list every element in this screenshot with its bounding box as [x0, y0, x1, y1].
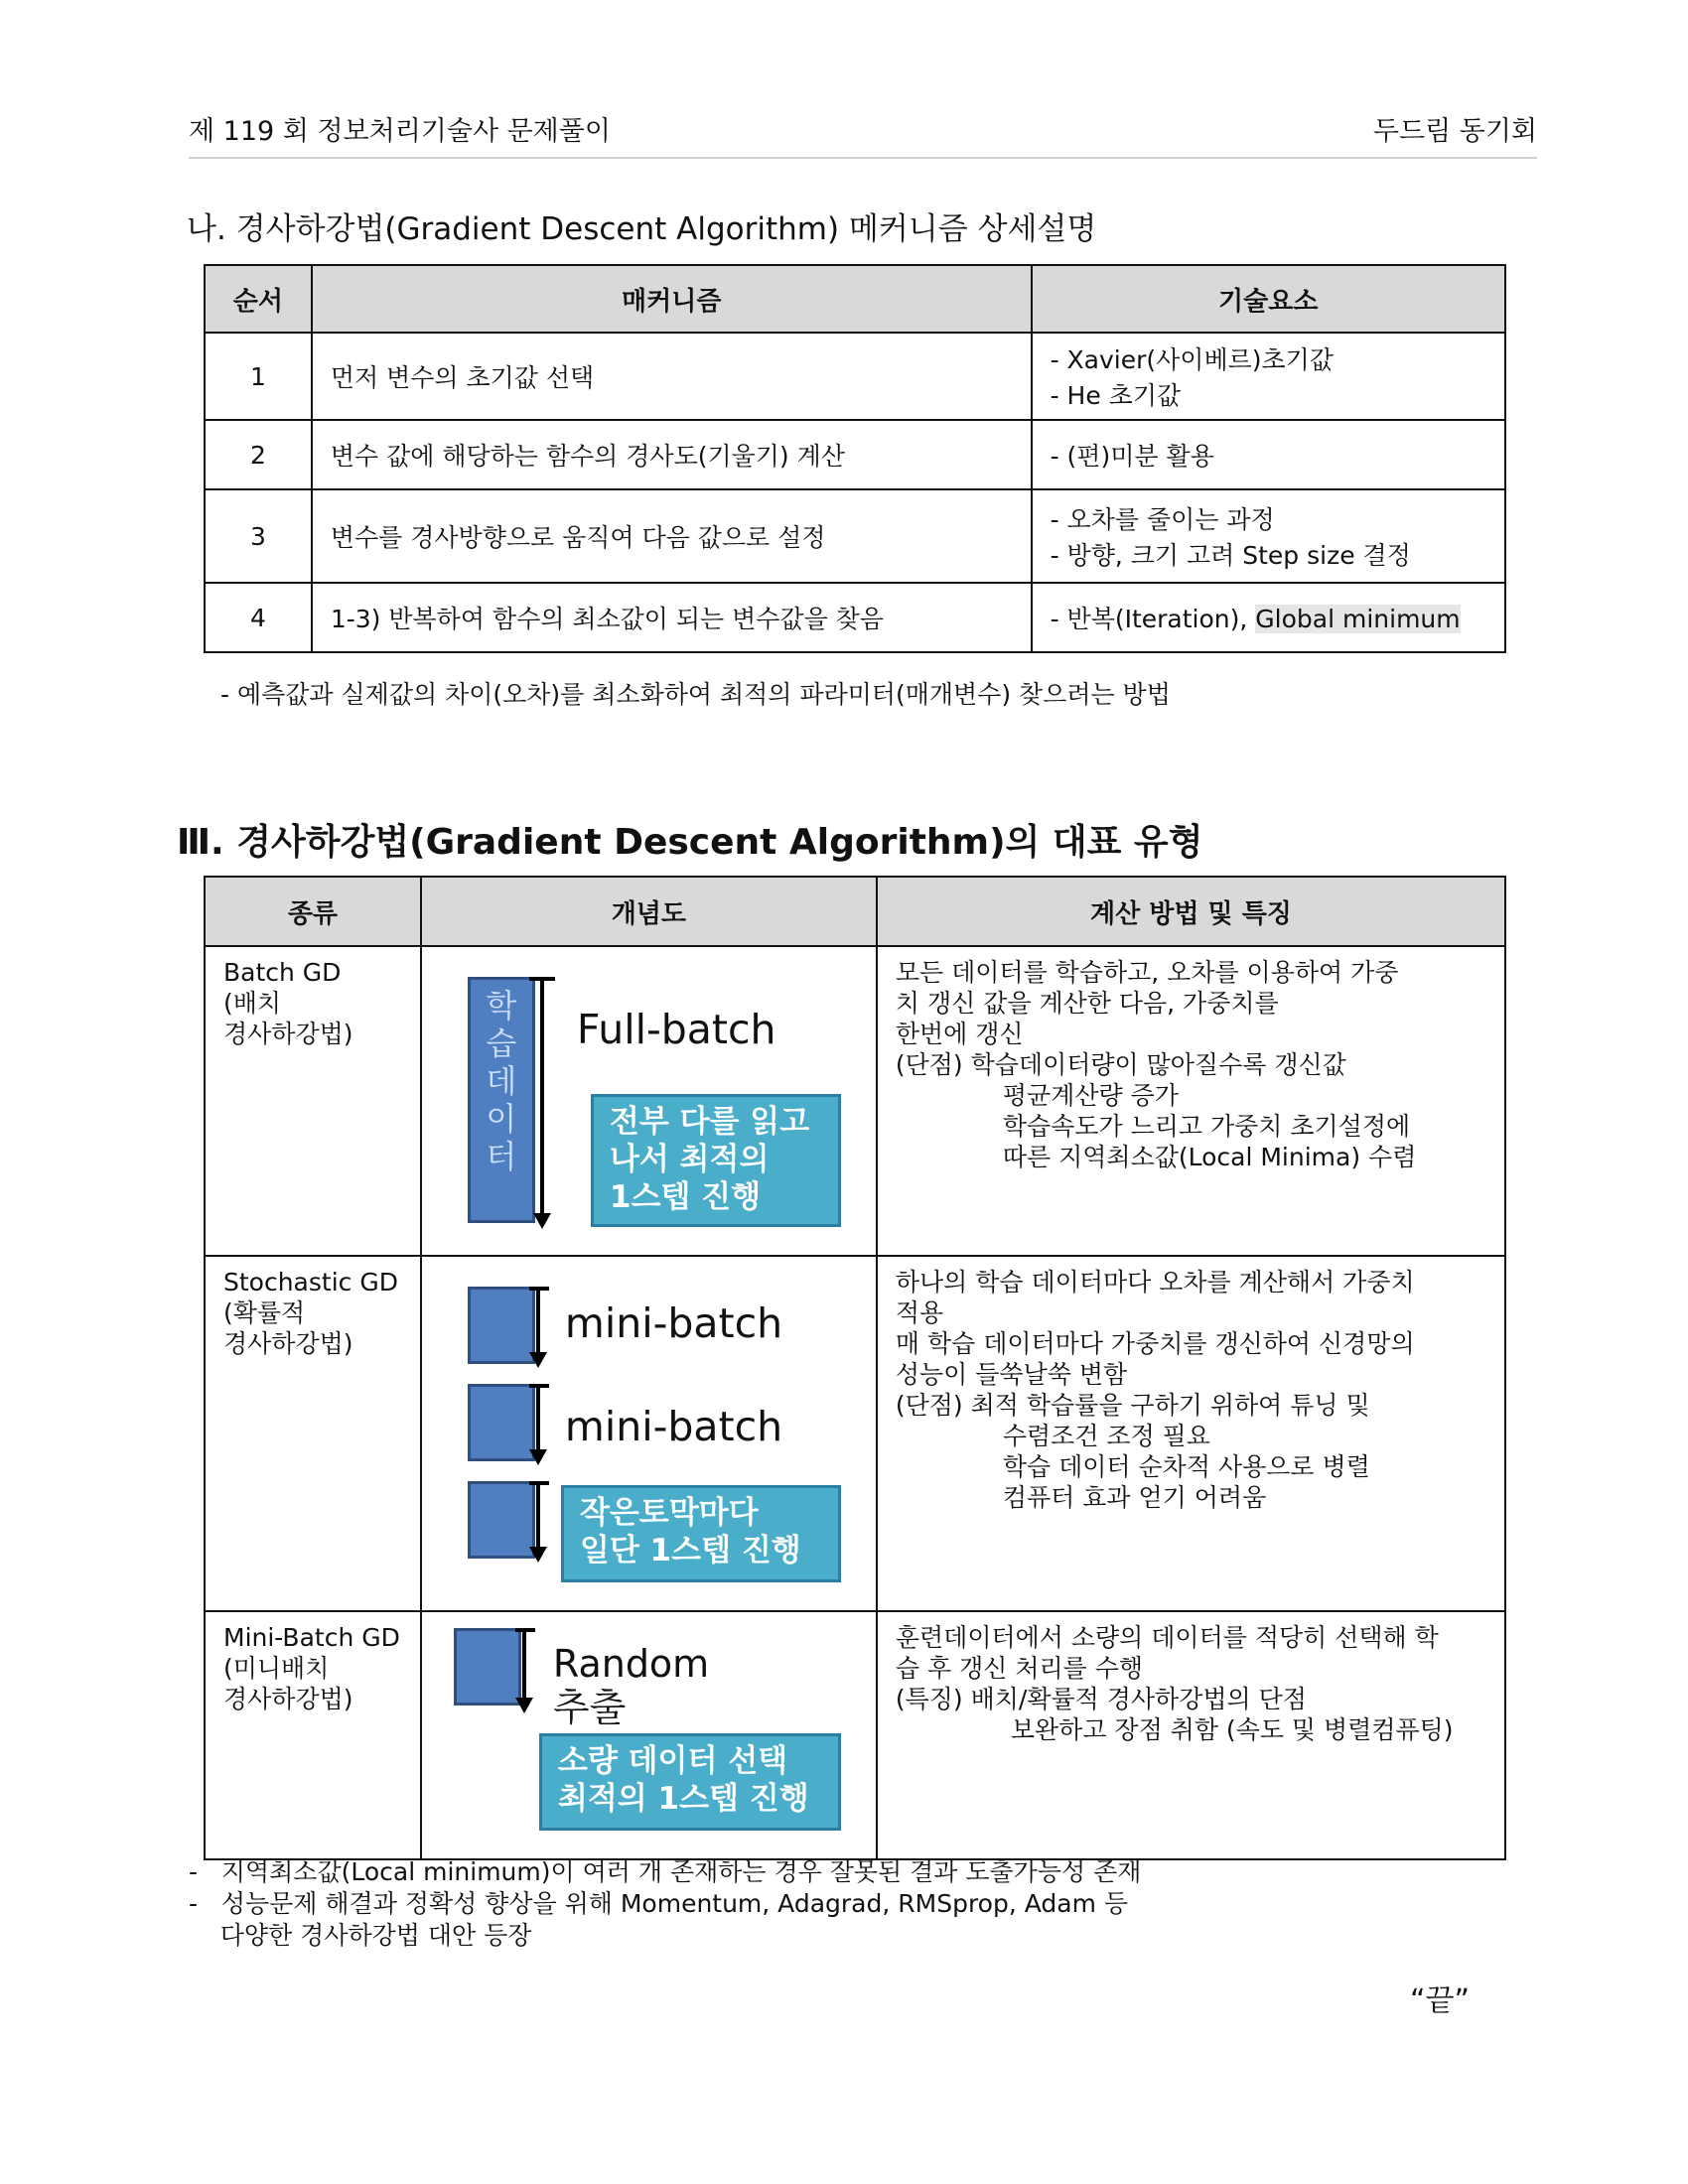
desc-line: 평균계산량 증가 [1002, 1081, 1179, 1110]
desc-line: 훈련데이터에서 소량의 데이터를 적당히 선택해 학 [895, 1623, 1439, 1652]
desc-line: 적용 [895, 1298, 944, 1327]
footer-note: - 지역최소값(Local minimum)이 여러 개 존재하는 경우 잘못된 결과 도출가능성 존재 [189, 1857, 1142, 1886]
mechanism-cell: 변수 값에 해당하는 함수의 경사도(기울기) 계산 [312, 420, 1032, 489]
type-name-ko: (미니배치 [223, 1654, 330, 1683]
col-header: 종류 [205, 877, 421, 946]
arrow-down-icon [515, 1698, 533, 1713]
desc-line: 학습 데이터 순차적 사용으로 병렬 [1002, 1452, 1370, 1481]
concept-diagram [421, 946, 877, 1256]
desc-line: 하나의 학습 데이터마다 오차를 계산해서 가중치 [895, 1268, 1415, 1297]
desc-line: 모든 데이터를 학습하고, 오차를 이용하여 가중 [895, 958, 1399, 987]
step-number: 1 [205, 333, 312, 420]
type-name-ko: 경사하강법) [223, 1685, 353, 1713]
desc-line: (특징) 배치/확률적 경사하강법의 단점 [895, 1685, 1307, 1713]
desc-line: (단점) 학습데이터량이 많아질수록 갱신값 [895, 1050, 1346, 1079]
tech-line: - 오차를 줄이는 과정 [1050, 505, 1275, 534]
concept-diagram [421, 1256, 877, 1611]
footer-note: 다양한 경사하강법 대안 등장 [189, 1921, 532, 1950]
desc-line: 수렴조건 조정 필요 [1002, 1422, 1210, 1450]
tech-line: - 방향, 크기 고려 Step size 결정 [1050, 541, 1411, 570]
mechanism-cell: 먼저 변수의 초기값 선택 [312, 333, 1032, 420]
table-row [205, 420, 1505, 489]
header-right: 두드림 동기회 [1372, 116, 1537, 147]
header-left: 제 119 회 정보처리기술사 문제풀이 [189, 116, 611, 147]
data-block [468, 1384, 535, 1461]
tech-line: - He 초기값 [1050, 381, 1182, 410]
type-cell [205, 946, 421, 1256]
tech-cell [1032, 583, 1505, 652]
arrow-line [536, 1287, 540, 1354]
type-name-ko: (배치 [223, 989, 282, 1018]
desc-line: 한번에 갱신 [895, 1020, 1024, 1048]
mechanism-cell: 변수를 경사방향으로 움직여 다음 값으로 설정 [312, 489, 1032, 583]
tech-cell [1032, 420, 1505, 489]
table-row [205, 333, 1505, 420]
col-header: 기술요소 [1032, 265, 1505, 333]
desc-line: 학습속도가 느리고 가중치 초기설정에 [1002, 1112, 1411, 1141]
type-cell [205, 1611, 421, 1859]
arrow-down-icon [529, 1449, 547, 1465]
arrow-line [540, 977, 544, 1215]
desc-cell [877, 946, 1505, 1256]
arrow-line [536, 1481, 540, 1549]
table-row [205, 1611, 1505, 1859]
tech-line: - (편)미분 활용 [1050, 442, 1214, 471]
desc-cell [877, 1611, 1505, 1859]
table-row [205, 1256, 1505, 1611]
desc-line: 성능이 들쑥날쑥 변함 [895, 1360, 1128, 1389]
type-name-ko: 경사하강법) [223, 1329, 353, 1358]
desc-line: 컴퓨터 효과 얻기 어려움 [1002, 1483, 1267, 1512]
footer-note: - 성능문제 해결과 정확성 향상을 위해 Momentum, Adagrad, RMSprop, Adam 등 [189, 1889, 1129, 1918]
data-block-label: 학 습 데 이 터 [486, 987, 517, 1175]
desc-line: 보완하고 장점 취함 (속도 및 병렬컴퓨팅) [1010, 1715, 1454, 1744]
tech-text: - 반복(Iteration), [1050, 605, 1256, 633]
mini-batch-label: mini-batch [564, 1299, 783, 1347]
desc-line: 습 후 갱신 처리를 수행 [895, 1654, 1144, 1683]
col-header: 개념도 [421, 877, 877, 946]
type-name: Batch GD [223, 958, 342, 987]
minibatch-callout: 소량 데이터 선택 최적의 1스텝 진행 [539, 1733, 841, 1831]
desc-cell [877, 1256, 1505, 1611]
arrow-down-icon [529, 1547, 547, 1563]
data-block [468, 1481, 535, 1559]
section-3-title: Ⅲ. 경사하강법(Gradient Descent Algorithm)의 대표 유형 [177, 822, 1203, 863]
mechanism-table [204, 264, 1506, 653]
desc-line: 치 갱신 값을 계산한 다음, 가중치를 [895, 989, 1279, 1018]
col-header: 계산 방법 및 특징 [877, 877, 1505, 946]
random-label: Random 추출 [552, 1642, 710, 1729]
arrow-line [536, 1384, 540, 1451]
table-row [205, 489, 1505, 583]
desc-line: (단점) 최적 학습률을 구하기 위하여 튜닝 및 [895, 1391, 1370, 1420]
table-row [205, 946, 1505, 1256]
col-header: 매커니즘 [312, 265, 1032, 333]
end-mark: “끝” [1410, 1983, 1471, 2018]
table-row [205, 583, 1505, 652]
arrow-down-icon [533, 1213, 551, 1229]
full-batch-label: Full-batch [576, 1006, 776, 1053]
data-block [454, 1628, 521, 1706]
footer-notes [189, 1856, 1141, 1952]
stochastic-callout: 작은토막마다 일단 1스텝 진행 [561, 1485, 841, 1582]
col-header: 순서 [205, 265, 312, 333]
concept-diagram [421, 1611, 877, 1859]
type-name: Mini-Batch GD [223, 1623, 400, 1652]
section-na-title: 나. 경사하강법(Gradient Descent Algorithm) 메커니즘 상세설명 [187, 211, 1097, 247]
type-name-ko: 경사하강법) [223, 1020, 353, 1048]
data-block [468, 1287, 535, 1364]
tech-line: - Xavier(사이베르)초기값 [1050, 345, 1334, 374]
table-note: - 예측값과 실제값의 차이(오차)를 최소화하여 최적의 파라미터(매개변수) 찾으려는 방법 [220, 680, 1171, 709]
batch-callout: 전부 다를 읽고 나서 최적의 1스텝 진행 [591, 1094, 841, 1227]
arrow-down-icon [529, 1352, 547, 1368]
mechanism-cell: 1-3) 반복하여 함수의 최소값이 되는 변수값을 찾음 [312, 583, 1032, 652]
table-header-row [205, 265, 1505, 333]
mini-batch-label: mini-batch [564, 1403, 783, 1450]
table-header-row [205, 877, 1505, 946]
step-number: 3 [205, 489, 312, 583]
page-header [189, 109, 1537, 159]
tech-cell [1032, 489, 1505, 583]
desc-line: 따른 지역최소값(Local Minima) 수렴 [1002, 1143, 1417, 1171]
desc-line: 매 학습 데이터마다 가중치를 갱신하여 신경망의 [895, 1329, 1415, 1358]
arrow-line [522, 1628, 526, 1700]
step-number: 2 [205, 420, 312, 489]
gd-types-table [204, 876, 1506, 1860]
type-cell [205, 1256, 421, 1611]
step-number: 4 [205, 583, 312, 652]
tech-cell [1032, 333, 1505, 420]
type-name: Stochastic GD [223, 1268, 398, 1297]
highlighted-term: Global minimum [1255, 605, 1461, 633]
type-name-ko: (확률적 [223, 1298, 306, 1327]
